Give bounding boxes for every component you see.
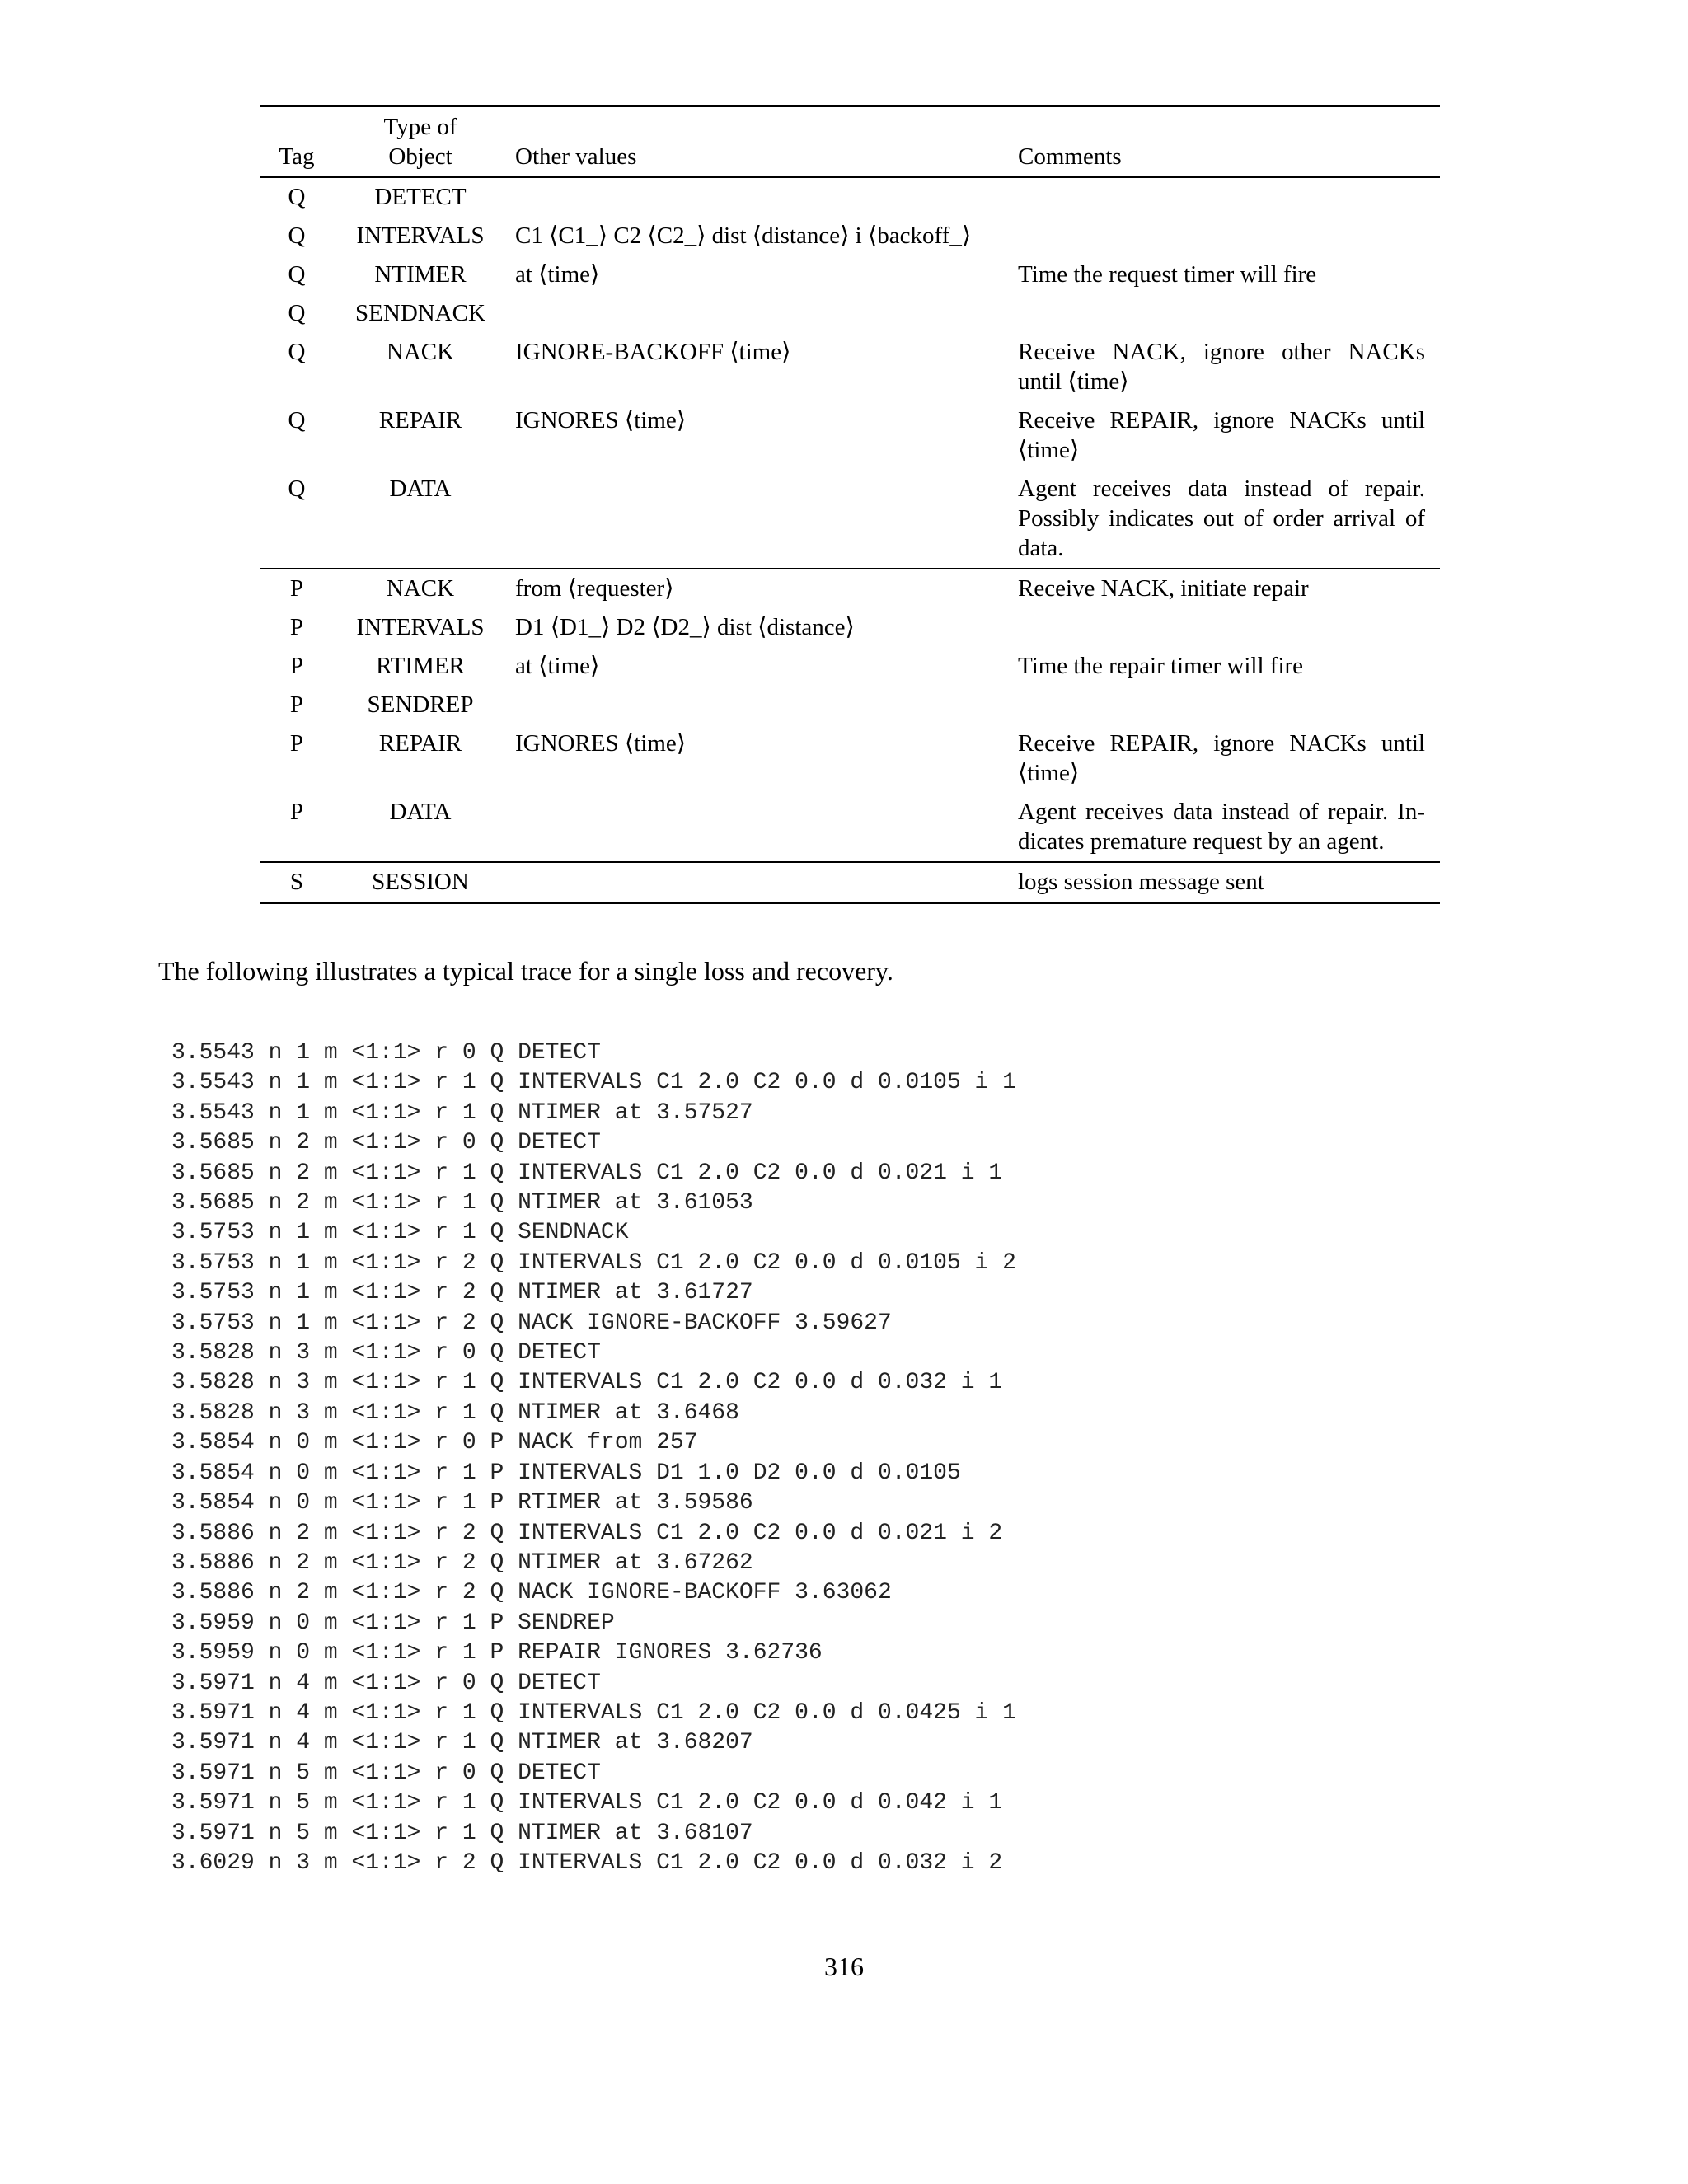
cell-other-values bbox=[507, 862, 1010, 903]
cell-object-type: SESSION bbox=[334, 862, 507, 903]
cell-other-values: at ⟨time⟩ bbox=[515, 261, 600, 288]
cell-object-type: INTERVALS bbox=[356, 223, 485, 249]
table-row bbox=[260, 647, 1440, 686]
table-row bbox=[260, 793, 1440, 862]
cell-comment: logs session message sent bbox=[1010, 862, 1440, 903]
cell-other-values bbox=[507, 686, 1010, 724]
cell-tag: Q bbox=[288, 223, 306, 249]
cell-tag: P bbox=[260, 569, 334, 608]
trace-line: 3.5828 n 3 m <1:1> r 1 Q INTERVALS C1 2.0 C2 0.0 d 0.032 i 1 bbox=[171, 1370, 1003, 1396]
cell-comment: Time the repair timer will fire bbox=[1018, 653, 1304, 679]
table-header-row bbox=[260, 106, 1440, 178]
cell-comment: Receive REPAIR, ignore NACKs until ⟨time⟩ bbox=[1018, 730, 1425, 786]
trace-line: 3.5959 n 0 m <1:1> r 1 P SENDREP bbox=[171, 1610, 615, 1636]
cell-other-values: IGNORE-BACKOFF ⟨time⟩ bbox=[515, 339, 791, 365]
trace-line: 3.5854 n 0 m <1:1> r 0 P NACK from 257 bbox=[171, 1430, 698, 1456]
trace-line: 3.5959 n 0 m <1:1> r 1 P REPAIR IGNORES 3.62736 bbox=[171, 1640, 823, 1666]
cell-comment: Agent receives data instead of repair. Possibly indicates out of order arrival of data. bbox=[1018, 476, 1425, 561]
cell-object-type: NTIMER bbox=[374, 261, 467, 288]
cell-comment: Receive NACK, initiate repair bbox=[1010, 569, 1440, 608]
cell-other-values: from ⟨requester⟩ bbox=[507, 569, 1010, 608]
table-row bbox=[260, 294, 1440, 333]
cell-object-type: DETECT bbox=[374, 184, 467, 210]
header-tag: Tag bbox=[279, 143, 315, 170]
cell-object-type: DATA bbox=[389, 799, 452, 825]
cell-comment: Agent receives data instead of repair. In-dicates premature request by an agent. bbox=[1018, 799, 1425, 855]
cell-tag: Q bbox=[288, 407, 306, 434]
cell-object-type: NACK bbox=[386, 339, 455, 365]
trace-line: 3.5971 n 5 m <1:1> r 1 Q INTERVALS C1 2.0 C2 0.0 d 0.042 i 1 bbox=[171, 1790, 1003, 1816]
table-row bbox=[260, 569, 1440, 608]
table-body bbox=[260, 177, 1440, 903]
table-row bbox=[260, 470, 1440, 569]
table-row bbox=[260, 217, 1440, 255]
header-type-line1: Type of bbox=[383, 114, 457, 140]
cell-tag: P bbox=[289, 614, 304, 640]
cell-object-type: RTIMER bbox=[376, 653, 465, 679]
cell-tag: Q bbox=[288, 476, 306, 502]
table-row bbox=[260, 724, 1440, 793]
trace-tag-table bbox=[260, 105, 1440, 904]
header-type-of-object bbox=[334, 106, 507, 178]
cell-comment: Time the request timer will fire bbox=[1018, 261, 1317, 288]
cell-comment bbox=[1010, 294, 1440, 333]
table-row bbox=[260, 862, 1440, 903]
header-comments: Comments bbox=[1018, 143, 1122, 170]
trace-line: 3.5886 n 2 m <1:1> r 2 Q NTIMER at 3.67262 bbox=[171, 1549, 753, 1576]
table-header bbox=[260, 106, 1440, 178]
trace-line: 3.5828 n 3 m <1:1> r 0 Q DETECT bbox=[171, 1340, 601, 1366]
trace-line: 3.5753 n 1 m <1:1> r 2 Q NTIMER at 3.61727 bbox=[171, 1280, 753, 1306]
cell-object-type: SENDNACK bbox=[355, 300, 485, 326]
cell-other-values bbox=[507, 793, 1010, 862]
table-row bbox=[260, 401, 1440, 470]
cell-other-values: C1 ⟨C1_⟩ C2 ⟨C2_⟩ dist ⟨distance⟩ i ⟨backoff_⟩ bbox=[515, 223, 972, 249]
trace-line: 3.5828 n 3 m <1:1> r 1 Q NTIMER at 3.6468 bbox=[171, 1399, 739, 1426]
trace-line: 3.5971 n 4 m <1:1> r 0 Q DETECT bbox=[171, 1670, 601, 1696]
trace-code-block bbox=[171, 1038, 1016, 1878]
trace-line: 3.5685 n 2 m <1:1> r 0 Q DETECT bbox=[171, 1130, 601, 1156]
cell-tag: Q bbox=[288, 184, 306, 210]
trace-line: 3.5971 n 4 m <1:1> r 1 Q INTERVALS C1 2.0 C2 0.0 d 0.0425 i 1 bbox=[171, 1699, 1016, 1726]
trace-line: 3.5543 n 1 m <1:1> r 0 Q DETECT bbox=[171, 1040, 601, 1066]
trace-line: 3.5685 n 2 m <1:1> r 1 Q INTERVALS C1 2.0 C2 0.0 d 0.021 i 1 bbox=[171, 1160, 1003, 1186]
cell-other-values: IGNORES ⟨time⟩ bbox=[515, 730, 687, 757]
cell-other-values: D1 ⟨D1_⟩ D2 ⟨D2_⟩ dist ⟨distance⟩ bbox=[515, 614, 855, 640]
table-row bbox=[260, 177, 1440, 217]
page-number: 316 bbox=[824, 1952, 864, 1981]
cell-object-type: INTERVALS bbox=[356, 614, 485, 640]
trace-line: 3.5971 n 5 m <1:1> r 1 Q NTIMER at 3.68107 bbox=[171, 1820, 753, 1846]
trace-line: 3.5753 n 1 m <1:1> r 1 Q SENDNACK bbox=[171, 1220, 629, 1246]
cell-other-values bbox=[507, 177, 1010, 217]
trace-line: 3.5753 n 1 m <1:1> r 2 Q INTERVALS C1 2.0 C2 0.0 d 0.0105 i 2 bbox=[171, 1249, 1016, 1276]
trace-line: 3.5854 n 0 m <1:1> r 1 P RTIMER at 3.59586 bbox=[171, 1490, 753, 1516]
table-row bbox=[260, 333, 1440, 401]
trace-line: 3.5971 n 4 m <1:1> r 1 Q NTIMER at 3.68207 bbox=[171, 1730, 753, 1756]
cell-object-type: REPAIR bbox=[378, 730, 462, 757]
cell-object-type: REPAIR bbox=[378, 407, 462, 434]
cell-comment: Receive REPAIR, ignore NACKs until ⟨time⟩ bbox=[1018, 407, 1425, 463]
trace-line: 3.5753 n 1 m <1:1> r 2 Q NACK IGNORE-BACKOFF 3.59627 bbox=[171, 1310, 892, 1336]
cell-tag: S bbox=[260, 862, 334, 903]
cell-object-type: DATA bbox=[389, 476, 452, 502]
cell-object-type: SENDREP bbox=[367, 691, 474, 718]
cell-comment bbox=[1010, 217, 1440, 255]
cell-tag: P bbox=[289, 691, 304, 718]
cell-comment bbox=[1010, 686, 1440, 724]
header-type-line2: Object bbox=[388, 143, 452, 170]
cell-comment: Receive NACK, ignore other NACKs until ⟨time⟩ bbox=[1018, 339, 1425, 395]
cell-other-values: IGNORES ⟨time⟩ bbox=[515, 407, 687, 434]
header-other-values: Other values bbox=[515, 143, 637, 170]
cell-tag: P bbox=[289, 653, 304, 679]
trace-line: 3.6029 n 3 m <1:1> r 2 Q INTERVALS C1 2.0 C2 0.0 d 0.032 i 2 bbox=[171, 1849, 1003, 1876]
cell-other-values bbox=[507, 294, 1010, 333]
cell-tag: Q bbox=[288, 339, 306, 365]
cell-comment bbox=[1010, 177, 1440, 217]
table-row bbox=[260, 255, 1440, 294]
trace-line: 3.5854 n 0 m <1:1> r 1 P INTERVALS D1 1.0 D2 0.0 d 0.0105 bbox=[171, 1460, 961, 1486]
cell-object-type: NACK bbox=[334, 569, 507, 608]
cell-tag: Q bbox=[288, 300, 306, 326]
trace-line: 3.5543 n 1 m <1:1> r 1 Q NTIMER at 3.57527 bbox=[171, 1099, 753, 1126]
cell-tag: Q bbox=[288, 261, 306, 288]
cell-other-values: at ⟨time⟩ bbox=[515, 653, 600, 679]
trace-line: 3.5886 n 2 m <1:1> r 2 Q INTERVALS C1 2.0 C2 0.0 d 0.021 i 2 bbox=[171, 1520, 1003, 1546]
trace-line: 3.5886 n 2 m <1:1> r 2 Q NACK IGNORE-BACKOFF 3.63062 bbox=[171, 1580, 892, 1606]
cell-comment bbox=[1010, 608, 1440, 647]
table-row bbox=[260, 686, 1440, 724]
table-row bbox=[260, 608, 1440, 647]
trace-line: 3.5543 n 1 m <1:1> r 1 Q INTERVALS C1 2.0 C2 0.0 d 0.0105 i 1 bbox=[171, 1070, 1016, 1096]
cell-tag: P bbox=[289, 799, 304, 825]
cell-tag: P bbox=[289, 730, 304, 757]
intro-paragraph: The following illustrates a typical trace for a single loss and recovery. bbox=[158, 956, 893, 986]
cell-other-values bbox=[507, 470, 1010, 569]
trace-line: 3.5685 n 2 m <1:1> r 1 Q NTIMER at 3.61053 bbox=[171, 1190, 753, 1216]
trace-line: 3.5971 n 5 m <1:1> r 0 Q DETECT bbox=[171, 1760, 601, 1786]
